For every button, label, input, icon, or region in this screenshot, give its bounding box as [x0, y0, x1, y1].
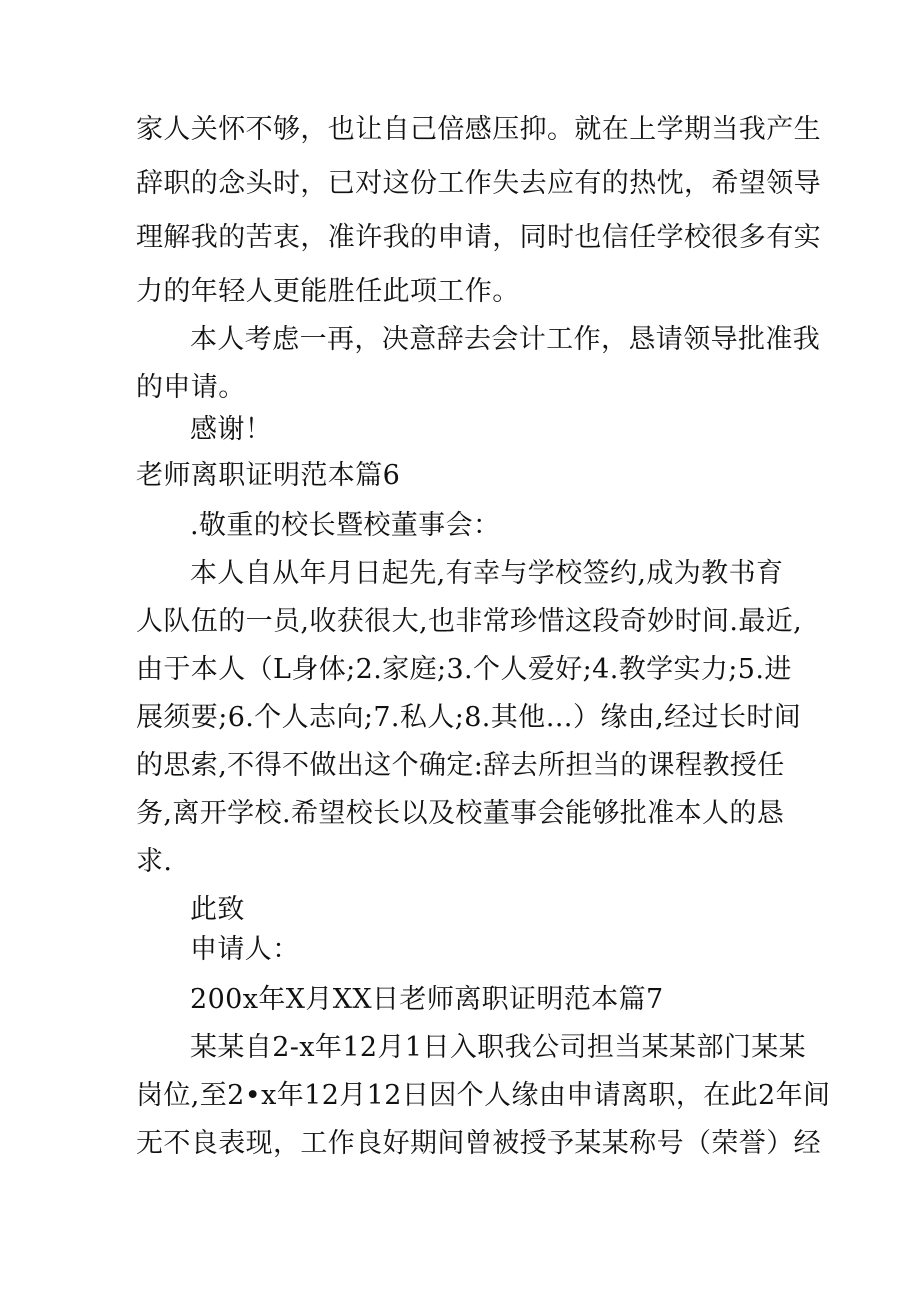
- paragraph-line: 务,离开学校.希望校长以及校董事会能够批准本人的恳: [136, 798, 785, 829]
- paragraph-line: 展须要;6.个人志向;7.私人;8.其他…）缘由,经过长时间: [136, 702, 802, 733]
- paragraph-line: 求.: [136, 846, 173, 877]
- closing-thanks: 感谢！: [190, 414, 273, 445]
- paragraph-line: 本人考虑一再，决意辞去会计工作，恳请领导批准我: [190, 324, 821, 355]
- salutation: .敬重的校长暨校董事会：: [190, 510, 501, 541]
- paragraph-line: 无不良表现，工作良好期间曾被授予某某称号（荣誉）经: [136, 1128, 821, 1159]
- date-and-section-title: 200x年X月XX日老师离职证明范本篇7: [190, 984, 664, 1015]
- paragraph-line: 家人关怀不够，也让自己倍感压抑。就在上学期当我产生: [136, 114, 821, 145]
- paragraph-line: 辞职的念头时，已对这份工作失去应有的热忱，希望领导: [136, 168, 821, 199]
- paragraph-line: 的思索,不得不做出这个确定:辞去所担当的课程教授任: [136, 750, 785, 781]
- paragraph-line: 岗位,至2•x年12月12日因个人缘由申请离职，在此2年间: [136, 1080, 831, 1111]
- paragraph-line: 某某自2-x年12月1日入职我公司担当某某部门某某: [190, 1032, 807, 1063]
- section-title: 老师离职证明范本篇6: [136, 460, 401, 491]
- applicant-label: 申请人：: [190, 934, 300, 965]
- paragraph-line: 力的年轻人更能胜任此项工作。: [136, 276, 520, 307]
- paragraph-line: 由于本人（L身体;2.家庭;3.个人爱好;4.教学实力;5.进: [136, 654, 792, 685]
- closing-phrase: 此致: [190, 894, 245, 925]
- paragraph-line: 的申请。: [136, 372, 246, 403]
- paragraph-line: 人队伍的一员,收获很大,也非常珍惜这段奇妙时间.最近,: [136, 606, 803, 637]
- paragraph-line: 本人自从年月日起先,有幸与学校签约,成为教书育: [190, 558, 784, 589]
- paragraph-line: 理解我的苦衷，准许我的申请，同时也信任学校很多有实: [136, 222, 821, 253]
